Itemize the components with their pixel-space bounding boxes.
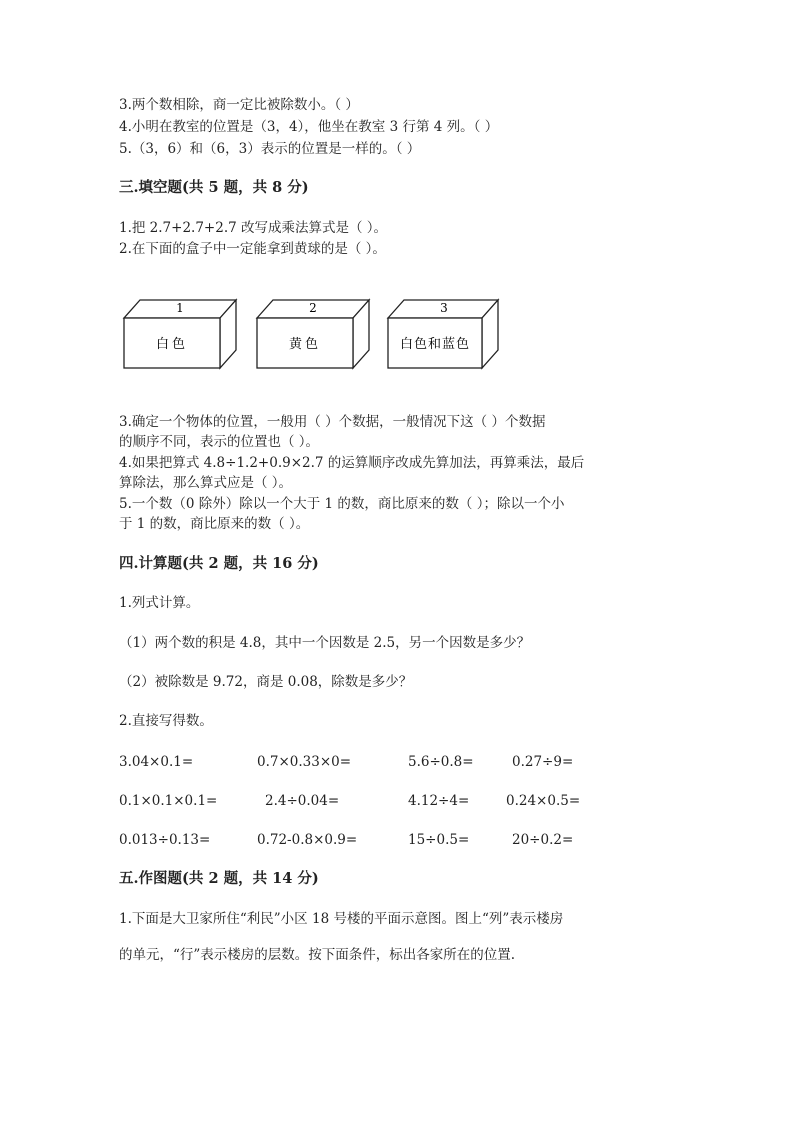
calc-q1-sub1: （1）两个数的积是 4.8，其中一个因数是 2.5，另一个因数是多少？ xyxy=(119,635,531,651)
calc-item: 0.27÷9= xyxy=(512,754,574,770)
calc-q2: 2.直接写得数。 xyxy=(119,713,213,729)
fill-q3-line2: 的顺序不同，表示的位置也（ ）。 xyxy=(119,434,320,450)
fill-q1: 1.把 2.7+2.7+2.7 改写成乘法算式是（ ）。 xyxy=(119,220,388,236)
calc-item: 0.24×0.5= xyxy=(506,793,581,809)
box-3 xyxy=(388,300,498,368)
calc-item: 2.4÷0.04= xyxy=(265,793,340,809)
judgement-q3: 3.两个数相除，商一定比被除数小。（ ） xyxy=(119,97,359,113)
section5-heading: 五.作图题(共 2 题，共 14 分) xyxy=(119,870,319,887)
calc-item: 0.72-0.8×0.9= xyxy=(257,832,358,848)
box-1-label: 白色 xyxy=(155,337,189,352)
fill-q3-line1: 3.确定一个物体的位置，一般用（ ）个数据，一般情况下这（ ）个数据 xyxy=(119,414,546,430)
calc-item: 0.013÷0.13= xyxy=(119,832,211,848)
fill-q4-line2: 算除法，那么算式应是（ ）。 xyxy=(119,475,293,491)
draw-q1-line2: 的单元，“行”表示楼房的层数。按下面条件，标出各家所在的位置. xyxy=(119,947,516,963)
box-2-label: 黄色 xyxy=(288,337,322,352)
box-3-number: 3 xyxy=(440,301,448,315)
calc-item: 0.1×0.1×0.1= xyxy=(119,793,218,809)
fill-q4-line1: 4.如果把算式 4.8÷1.2+0.9×2.7 的运算顺序改成先算加法，再算乘法，最后 xyxy=(119,455,585,471)
fill-q5-line2: 于 1 的数，商比原来的数（ ）。 xyxy=(119,516,310,532)
calc-item: 0.7×0.33×0= xyxy=(257,754,352,770)
judgement-q5: 5.（3，6）和（6，3）表示的位置是一样的。（ ） xyxy=(119,141,421,157)
calc-item: 20÷0.2= xyxy=(512,832,574,848)
fill-q2: 2.在下面的盒子中一定能拿到黄球的是（ ）。 xyxy=(119,241,386,257)
calc-item: 15÷0.5= xyxy=(408,832,470,848)
draw-q1-line1: 1.下面是大卫家所住“利民”小区 18 号楼的平面示意图。图上“列”表示楼房 xyxy=(119,911,564,927)
calc-q1-sub2: （2）被除数是 9.72，商是 0.08，除数是多少？ xyxy=(119,674,413,690)
judgement-q4: 4.小明在教室的位置是（3，4），他坐在教室 3 行第 4 列。（ ） xyxy=(119,119,499,135)
box-2-number: 2 xyxy=(309,301,317,315)
calc-item: 4.12÷4= xyxy=(408,793,470,809)
boxes-figure xyxy=(118,292,518,378)
box-3-label: 白色和蓝色 xyxy=(399,337,471,352)
section4-heading: 四.计算题(共 2 题，共 16 分) xyxy=(119,555,319,572)
section3-heading: 三.填空题(共 5 题，共 8 分) xyxy=(119,179,309,196)
calc-item: 3.04×0.1= xyxy=(119,754,194,770)
box-2 xyxy=(257,300,369,368)
box-1-number: 1 xyxy=(176,301,184,315)
box-1 xyxy=(124,300,236,368)
calc-q1: 1.列式计算。 xyxy=(119,595,200,611)
calc-item: 5.6÷0.8= xyxy=(408,754,474,770)
fill-q5-line1: 5.一个数（0 除外）除以一个大于 1 的数，商比原来的数（ ）；除以一个小 xyxy=(119,496,565,512)
